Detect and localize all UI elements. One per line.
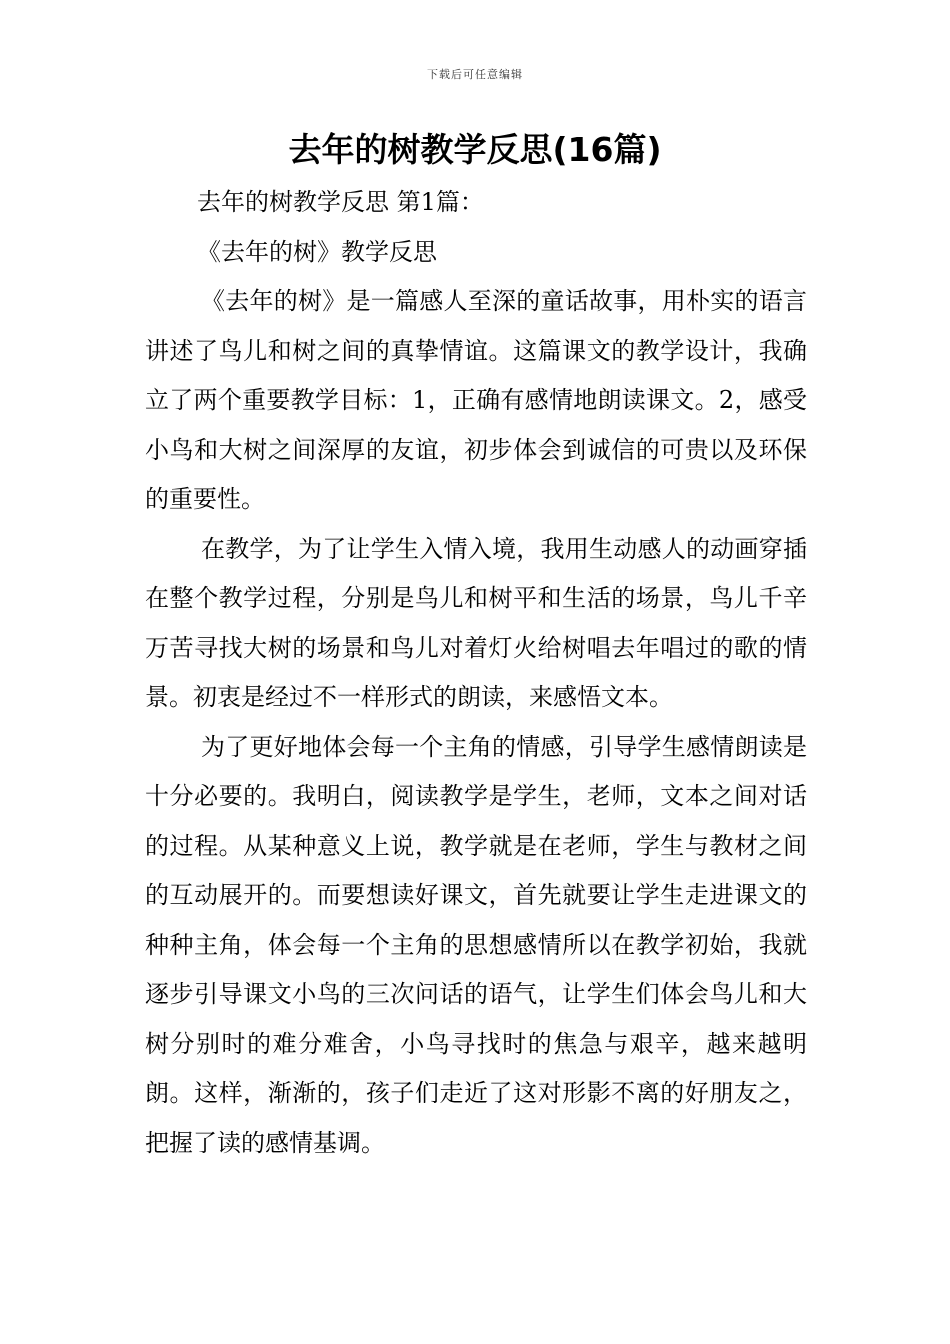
- section-heading: 去年的树教学反思 第1篇：: [197, 188, 484, 216]
- paragraph-2: 在教学，为了让学生入情入境，我用生动感人的动画穿插在整个教学过程，分别是鸟儿和树平和生活的场景，鸟儿千辛万苦寻找大树的场景和鸟儿对着灯火给树唱去年唱过的歌的情景。初衷是经过不一样形式的朗读，来感悟文本。: [145, 534, 807, 711]
- document-body: [145, 178, 807, 1168]
- subheading: 《去年的树》教学反思: [197, 237, 437, 266]
- document-title: 去年的树教学反思(16篇): [288, 130, 662, 169]
- header-note: 下载后可任意编辑: [427, 68, 523, 81]
- paragraph-3: 为了更好地体会每一个主角的情感，引导学生感情朗读是十分必要的。我明白，阅读教学是学生，老师，文本之间对话的过程。从某种意义上说，教学就是在老师，学生与教材之间的互动展开的。而要想读好课文，首先就要让学生走进课文的种种主角，体会每一个主角的思想感情所以在教学初始，我就逐步引导课文小鸟的三次问话的语气，让学生们体会鸟儿和大树分别时的难分难舍，小鸟寻找时的焦急与艰辛，越来越明朗。这样，渐渐的，孩子们走近了这对形影不离的好朋友之，把握了读的感情基调。: [145, 732, 807, 1157]
- paragraph-1: 《去年的树》是一篇感人至深的童话故事，用朴实的语言讲述了鸟儿和树之间的真挚情谊。这篇课文的教学设计，我确立了两个重要教学目标：1，正确有感情地朗读课文。2，感受小鸟和大树之间深厚的友谊，初步体会到诚信的可贵以及环保的重要性。: [145, 287, 807, 513]
